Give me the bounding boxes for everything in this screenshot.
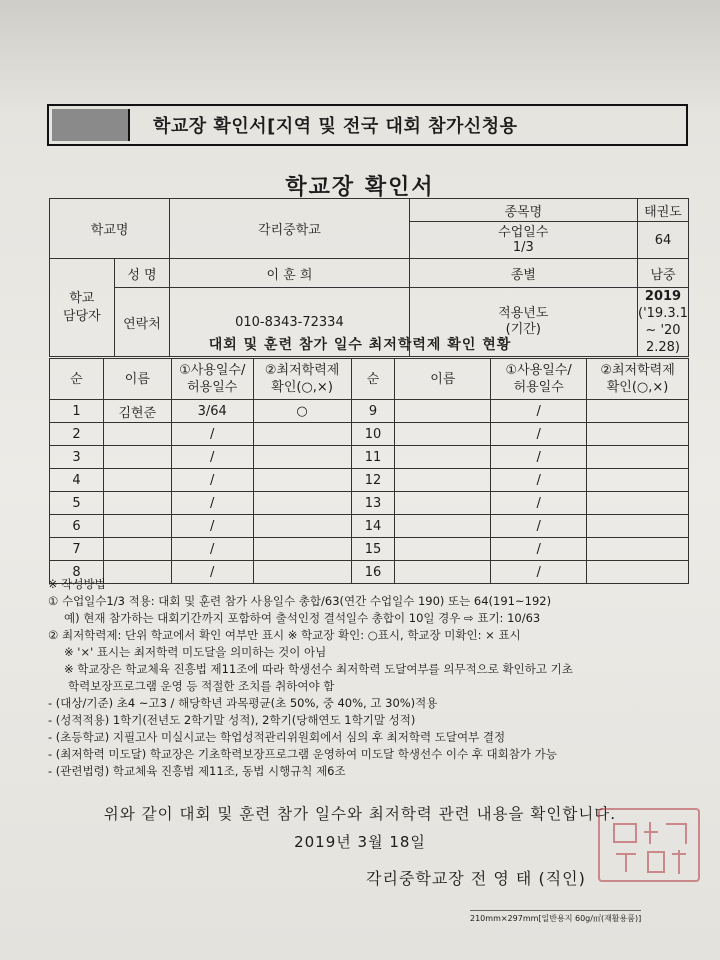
col-no-right: 순 <box>351 359 395 400</box>
row-name <box>103 538 171 561</box>
row-days: / <box>171 515 253 538</box>
row-check <box>253 515 351 538</box>
row-no: 3 <box>50 446 104 469</box>
row-no: 12 <box>351 469 395 492</box>
note-line: ※ 학교장은 학교체육 진흥법 제11조에 따라 학생선수 최저학력 도달여부를 의무적으로 확인하고 기초 <box>64 662 573 676</box>
row-check <box>587 515 689 538</box>
col-check-left <box>253 359 351 400</box>
official-seal <box>598 808 700 882</box>
row-no: 14 <box>351 515 395 538</box>
year-label-line2: (기간) <box>505 322 541 337</box>
row-no: 11 <box>351 446 395 469</box>
row-days: / <box>171 446 253 469</box>
row-days: / <box>491 561 587 584</box>
row-check <box>253 492 351 515</box>
row-name <box>395 538 491 561</box>
col-days-left <box>171 359 253 400</box>
signer: 각리중학교장 전 영 태 (직인) <box>366 869 586 888</box>
row-name <box>395 515 491 538</box>
gender-label: 종별 <box>409 259 637 288</box>
row-check: ○ <box>253 400 351 423</box>
year-value: 2019 <box>644 289 682 304</box>
row-check <box>253 469 351 492</box>
name-label: 성 명 <box>114 259 170 288</box>
header-gray-block <box>52 109 130 141</box>
row-name: 김현준 <box>103 400 171 423</box>
row-days: / <box>171 561 253 584</box>
row-days: / <box>491 423 587 446</box>
col-no-left: 순 <box>50 359 104 400</box>
row-check <box>253 446 351 469</box>
row-check <box>587 492 689 515</box>
row-name <box>395 492 491 515</box>
row-no: 13 <box>351 492 395 515</box>
date-text: 2019년 3월 18일 <box>294 833 426 851</box>
row-no: 15 <box>351 538 395 561</box>
table-title: 대회 및 훈련 참가 일수 최저학력제 확인 현황 <box>208 337 512 353</box>
row-name <box>395 446 491 469</box>
event-label: 종목명 <box>409 199 637 222</box>
note-line: 예) 현재 참가하는 대회기간까지 포함하여 출석인정 결석일수 총합이 10일 경우 ⇨ 표기: 10/63 <box>64 611 541 625</box>
school-label: 학교명 <box>50 199 170 259</box>
table-header-row <box>50 359 689 400</box>
row-days: / <box>491 515 587 538</box>
row-days: / <box>491 492 587 515</box>
note-line: ② 최저학력제: 단위 학교에서 확인 여부만 표시 ※ 학교장 확인: ○표시, 학교장 미확인: × 표시 <box>48 628 521 642</box>
row-check <box>587 400 689 423</box>
row-check <box>253 538 351 561</box>
school-value: 각리중학교 <box>170 199 409 259</box>
col-check-right-line1: ②최저학력제 <box>600 363 675 378</box>
row-no: 7 <box>50 538 104 561</box>
row-no: 16 <box>351 561 395 584</box>
row-check <box>587 446 689 469</box>
document-title: 학교장 확인서 <box>285 175 435 200</box>
note-line: ※ '×' 표시는 최저학력 미도달을 의미하는 것이 아님 <box>64 645 327 659</box>
seal-icon <box>600 810 698 880</box>
paper-spec-footer: 210mm×297mm[일반용지 60g/㎡(재활용품)] <box>470 910 641 924</box>
row-check <box>253 423 351 446</box>
instructions <box>48 576 698 780</box>
year-label-line1: 적용년도 <box>498 306 549 321</box>
row-no: 8 <box>50 561 104 584</box>
row-days: / <box>171 423 253 446</box>
note-line: - (성적적용) 1학기(전년도 2학기말 성적), 2학기(당해연도 1학기말 성적) <box>48 713 416 727</box>
row-name <box>103 469 171 492</box>
row-days: / <box>491 446 587 469</box>
row-no: 4 <box>50 469 104 492</box>
row-days: / <box>491 400 587 423</box>
col-check-right <box>587 359 689 400</box>
row-name <box>103 492 171 515</box>
col-check-left-line2: 확인(○,×) <box>271 380 333 395</box>
event-value: 태권도 <box>638 199 689 222</box>
col-check-left-line1: ②최저학력제 <box>264 363 340 378</box>
header-box <box>47 104 688 146</box>
contact-value: 010-8343-72334 <box>170 288 409 357</box>
row-days: / <box>171 469 253 492</box>
col-days-right <box>491 359 587 400</box>
row-days: / <box>491 469 587 492</box>
period-value: ('19.3.1 ~ '20 2.28) <box>638 306 688 355</box>
col-check-right-line2: 확인(○,×) <box>606 380 669 395</box>
table-row <box>50 400 689 423</box>
row-name <box>395 469 491 492</box>
table-row <box>50 492 689 515</box>
note-line: 학력보장프로그램 운영 등 적절한 조치를 취하여야 함 <box>68 679 335 693</box>
row-check <box>587 423 689 446</box>
notes-heading: ※ 작성방법 <box>48 577 106 591</box>
note-line: - (관련법령) 학교체육 진흥법 제11조, 동법 시행규칙 제6조 <box>48 764 346 778</box>
col-name-left: 이름 <box>103 359 171 400</box>
row-check <box>587 469 689 492</box>
days-label <box>409 222 637 259</box>
row-no: 10 <box>351 423 395 446</box>
table-row <box>50 515 689 538</box>
table-row <box>50 446 689 469</box>
col-days-right-line1: ①사용일수/ <box>505 363 572 378</box>
days-label-line1: 수업일수 <box>498 225 549 240</box>
table-row <box>50 423 689 446</box>
row-no: 1 <box>50 400 104 423</box>
staff-label-line1: 학교 <box>69 290 95 306</box>
table-row <box>50 538 689 561</box>
staff-label-line2: 담당자 <box>62 308 101 324</box>
row-no: 9 <box>351 400 395 423</box>
days-label-line2: 1/3 <box>512 240 534 255</box>
row-days: / <box>491 538 587 561</box>
note-line: - (초등학교) 지필고사 미실시교는 학업성적관리위원회에서 심의 후 최저학력 도달여부 결정 <box>48 730 506 744</box>
confirmation-text: 위와 같이 대회 및 훈련 참가 일수와 최저학력 관련 내용을 확인합니다. <box>103 805 617 823</box>
gender-value: 남중 <box>638 259 689 288</box>
row-check <box>587 538 689 561</box>
days-value: 64 <box>638 222 689 259</box>
row-days: 3/64 <box>171 400 253 423</box>
row-days: / <box>171 492 253 515</box>
row-no: 5 <box>50 492 104 515</box>
name-value: 이 훈 희 <box>170 259 409 288</box>
row-name <box>103 423 171 446</box>
header-title: 학교장 확인서[지역 및 전국 대회 참가신청용 <box>153 116 518 137</box>
table-row <box>50 469 689 492</box>
col-days-left-line2: 허용일수 <box>187 380 238 395</box>
status-table <box>49 358 689 584</box>
row-name <box>103 446 171 469</box>
col-days-right-line2: 허용일수 <box>513 380 564 395</box>
row-days: / <box>171 538 253 561</box>
row-no: 2 <box>50 423 104 446</box>
note-line: ① 수업일수1/3 적용: 대회 및 훈련 참가 사용일수 총합/63(연간 수업일수 190) 또는 64(191~192) <box>48 594 552 608</box>
row-name <box>395 400 491 423</box>
col-name-right: 이름 <box>395 359 491 400</box>
col-days-left-line1: ①사용일수/ <box>179 363 246 378</box>
note-line: - (대상/기준) 초4 ~고3 / 해당학년 과목평균(초 50%, 중 40%, 고 30%)적용 <box>48 696 438 710</box>
row-no: 6 <box>50 515 104 538</box>
row-name <box>103 515 171 538</box>
contact-label: 연락처 <box>114 288 170 357</box>
row-name <box>395 423 491 446</box>
note-line: - (최저학력 미도달) 학교장은 기초학력보장프로그램 운영하여 미도달 학생선수 이수 후 대회참가 가능 <box>48 747 557 761</box>
